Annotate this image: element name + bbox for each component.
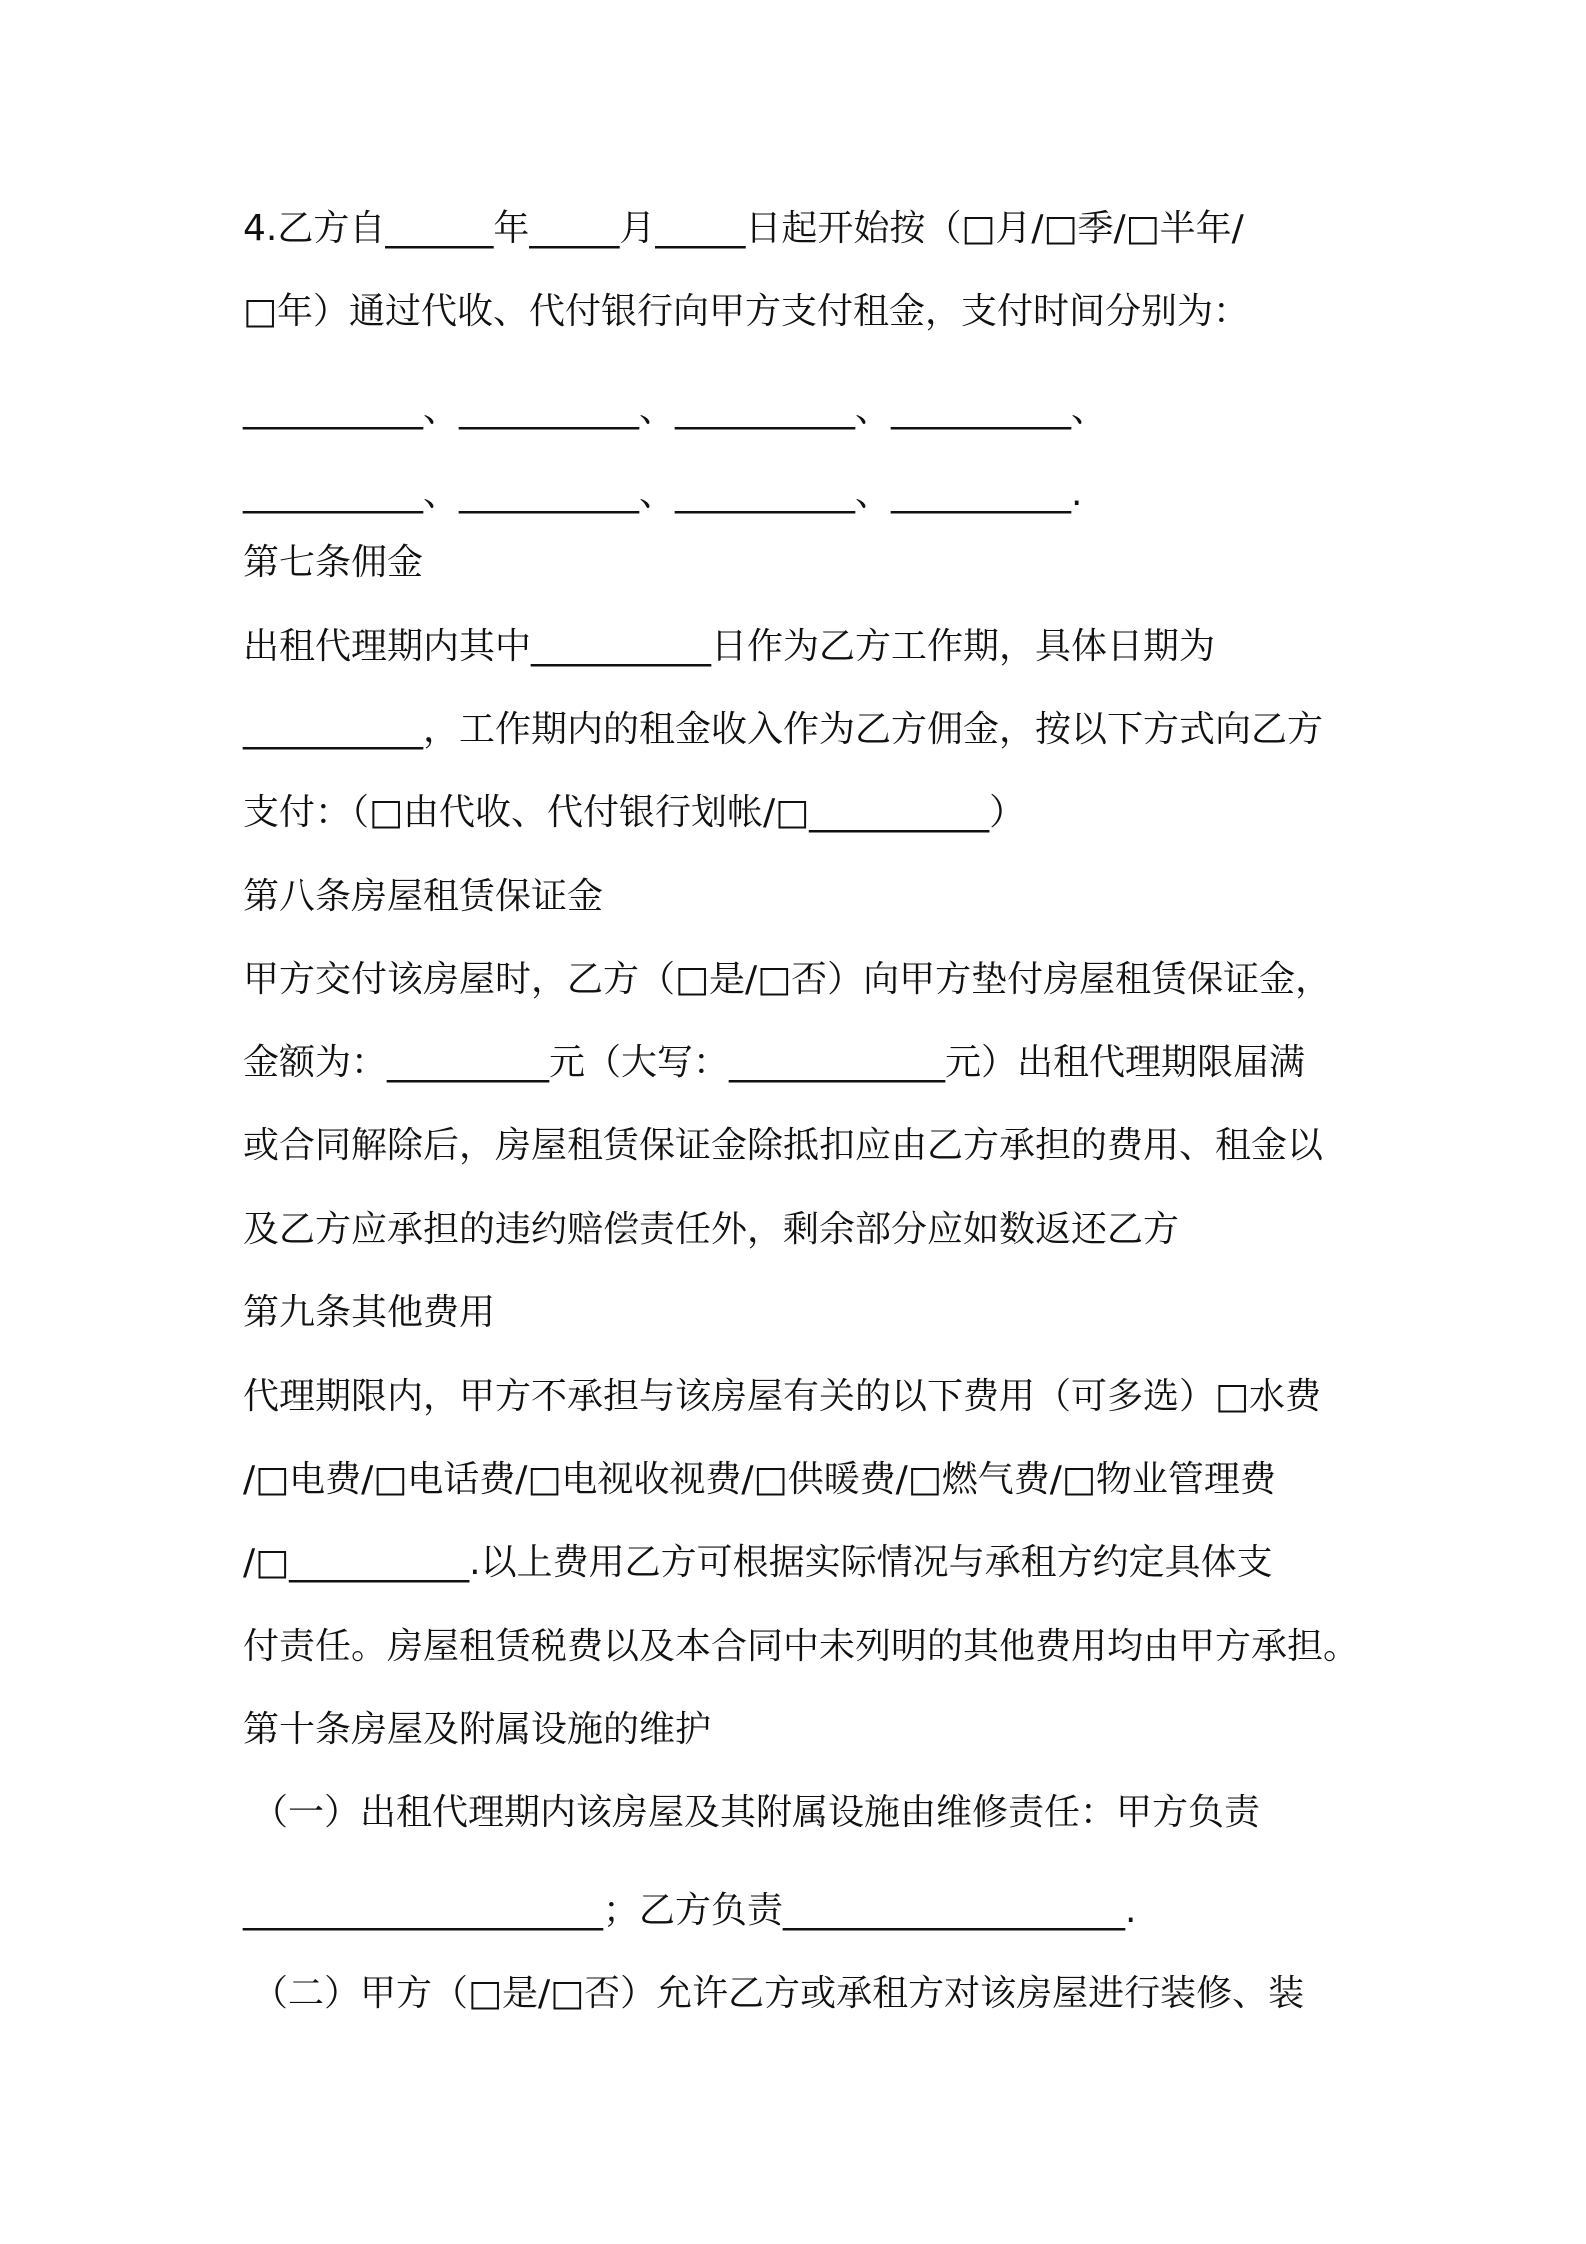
- section-heading: 第七条佣金: [243, 542, 424, 583]
- text-line: 支付：（□由代收、代付银行划帐/□__________）: [243, 792, 1026, 833]
- text-line: （二）甲方（□是/□否）允许乙方或承租方对该房屋进行装修、装: [252, 1973, 1305, 2014]
- section-heading: 第八条房屋租赁保证金: [243, 876, 604, 917]
- text-line: 代理期限内，甲方不承担与该房屋有关的以下费用（可多选）□水费: [243, 1376, 1322, 1417]
- text-line: （一）出租代理期内该房屋及其附属设施由维修责任：甲方负责: [252, 1792, 1261, 1833]
- text-line: 金额为：_________元（大写：____________元）出租代理期限届满: [243, 1042, 1306, 1083]
- text-line: 或合同解除后，房屋租赁保证金除抵扣应由乙方承担的费用、租金以: [243, 1125, 1324, 1166]
- text-line: ____________________；乙方负责___________________.: [243, 1890, 1137, 1931]
- section-heading: 第九条其他费用: [243, 1292, 496, 1333]
- text-line: 付责任。房屋租赁税费以及本合同中未列明的其他费用均由甲方承担。: [243, 1626, 1360, 1667]
- text-line: __________、__________、__________、__________.: [243, 473, 1083, 514]
- text-line: /□电费/□电话费/□电视收视费/□供暖费/□燃气费/□物业管理费: [243, 1459, 1276, 1500]
- text-line: 出租代理期内其中__________日作为乙方工作期，具体日期为: [243, 626, 1216, 667]
- section-heading: 第十条房屋及附属设施的维护: [243, 1709, 712, 1750]
- text-line: □年）通过代收、代付银行向甲方支付租金，支付时间分别为：: [243, 291, 1250, 332]
- text-line: __________、__________、__________、__________、: [243, 389, 1107, 430]
- text-line: 甲方交付该房屋时，乙方（□是/□否）向甲方垫付房屋租赁保证金，: [243, 959, 1332, 1000]
- text-line: __________，工作期内的租金收入作为乙方佣金，按以下方式向乙方: [243, 709, 1324, 750]
- text-line: 及乙方应承担的违约赔偿责任外，剩余部分应如数返还乙方: [243, 1209, 1180, 1250]
- text-line: /□__________.以上费用乙方可根据实际情况与承租方约定具体支: [243, 1542, 1273, 1583]
- text-line: 4.乙方自______年_____月_____日起开始按（□月/□季/□半年/: [243, 208, 1244, 249]
